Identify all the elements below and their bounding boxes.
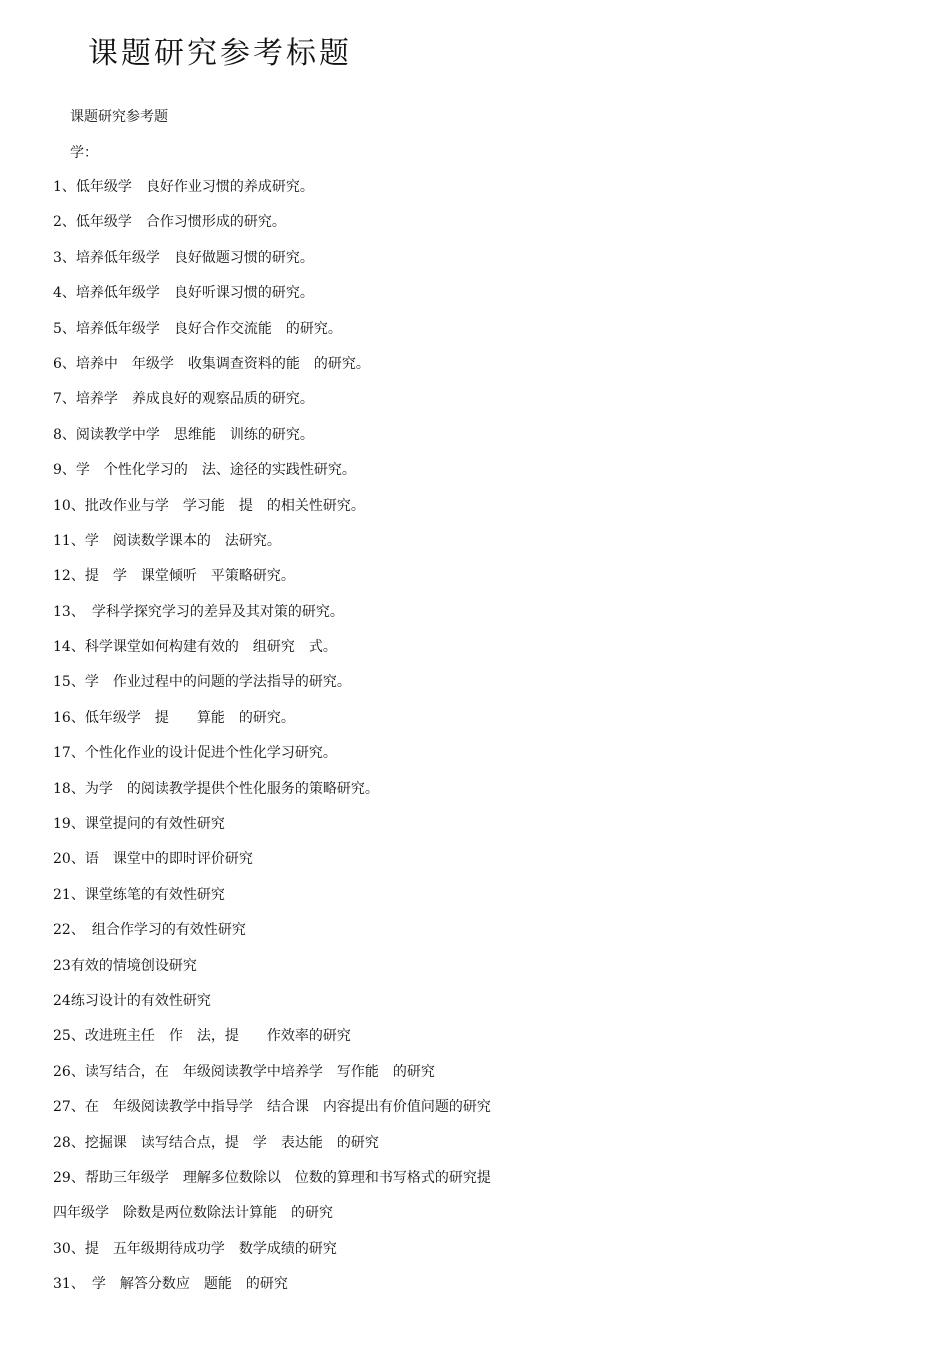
topic-item: 28、挖掘课 读写结合点，提 学 表达能 的研究 — [53, 1134, 379, 1151]
topic-item: 5、培养低年级学 良好合作交流能 的研究。 — [53, 320, 342, 337]
topic-item: 26、读写结合，在 年级阅读教学中培养学 写作能 的研究 — [53, 1063, 435, 1080]
topic-item: 21、课堂练笔的有效性研究 — [53, 886, 225, 903]
topic-item: 31、 学 解答分数应 题能 的研究 — [53, 1276, 288, 1293]
topic-item: 25、改进班主任 作 法，提 作效率的研究 — [53, 1028, 351, 1045]
topic-item: 7、培养学 养成良好的观察品质的研究。 — [53, 391, 314, 408]
topic-item: 24练习设计的有效性研究 — [53, 992, 211, 1009]
topic-list — [53, 176, 491, 1309]
topic-item: 11、学 阅读数学课本的 法研究。 — [53, 532, 281, 549]
topic-item: 8、阅读教学中学 思维能 训练的研究。 — [53, 426, 314, 443]
topic-item: 四年级学 除数是两位数除法计算能 的研究 — [53, 1205, 333, 1222]
topic-item: 29、帮助三年级学 理解多位数除以 位数的算理和书写格式的研究提 — [53, 1169, 491, 1186]
topic-item: 23有效的情境创设研究 — [53, 957, 197, 974]
topic-item: 1、低年级学 良好作业习惯的养成研究。 — [53, 179, 314, 195]
topic-item: 15、学 作业过程中的问题的学法指导的研究。 — [53, 674, 351, 691]
topic-item: 17、个性化作业的设计促进个性化学习研究。 — [53, 745, 337, 762]
topic-item: 22、 组合作学习的有效性研究 — [53, 922, 246, 939]
topic-item: 16、低年级学 提 算能 的研究。 — [53, 709, 295, 726]
topic-item: 19、课堂提问的有效性研究 — [53, 816, 225, 833]
topic-item: 6、培养中 年级学 收集调查资料的能 的研究。 — [53, 355, 370, 372]
topic-item: 2、低年级学 合作习惯形成的研究。 — [53, 214, 286, 231]
topic-item: 13、 学科学探究学习的差异及其对策的研究。 — [53, 603, 344, 620]
topic-item: 3、培养低年级学 良好做题习惯的研究。 — [53, 249, 314, 266]
topic-item: 30、提 五年级期待成功学 数学成绩的研究 — [53, 1240, 337, 1257]
topic-item: 14、科学课堂如何构建有效的 组研究 式。 — [53, 639, 337, 656]
document-title: 课题研究参考标题 — [88, 36, 352, 71]
topic-item: 4、培养低年级学 良好听课习惯的研究。 — [53, 285, 314, 302]
topic-item: 27、在 年级阅读教学中指导学 结合课 内容提出有价值问题的研究 — [53, 1099, 491, 1116]
section-label: 学： — [70, 145, 98, 161]
topic-item: 10、批改作业与学 学习能 提 的相关性研究。 — [53, 497, 365, 514]
topic-item: 20、语 课堂中的即时评价研究 — [53, 851, 253, 868]
document-subtitle: 课题研究参考题 — [70, 109, 168, 125]
topic-item: 18、为学 的阅读教学提供个性化服务的策略研究。 — [53, 780, 379, 797]
topic-item: 12、提 学 课堂倾听 平策略研究。 — [53, 568, 295, 585]
topic-item: 9、学 个性化学习的 法、途径的实践性研究。 — [53, 462, 356, 479]
